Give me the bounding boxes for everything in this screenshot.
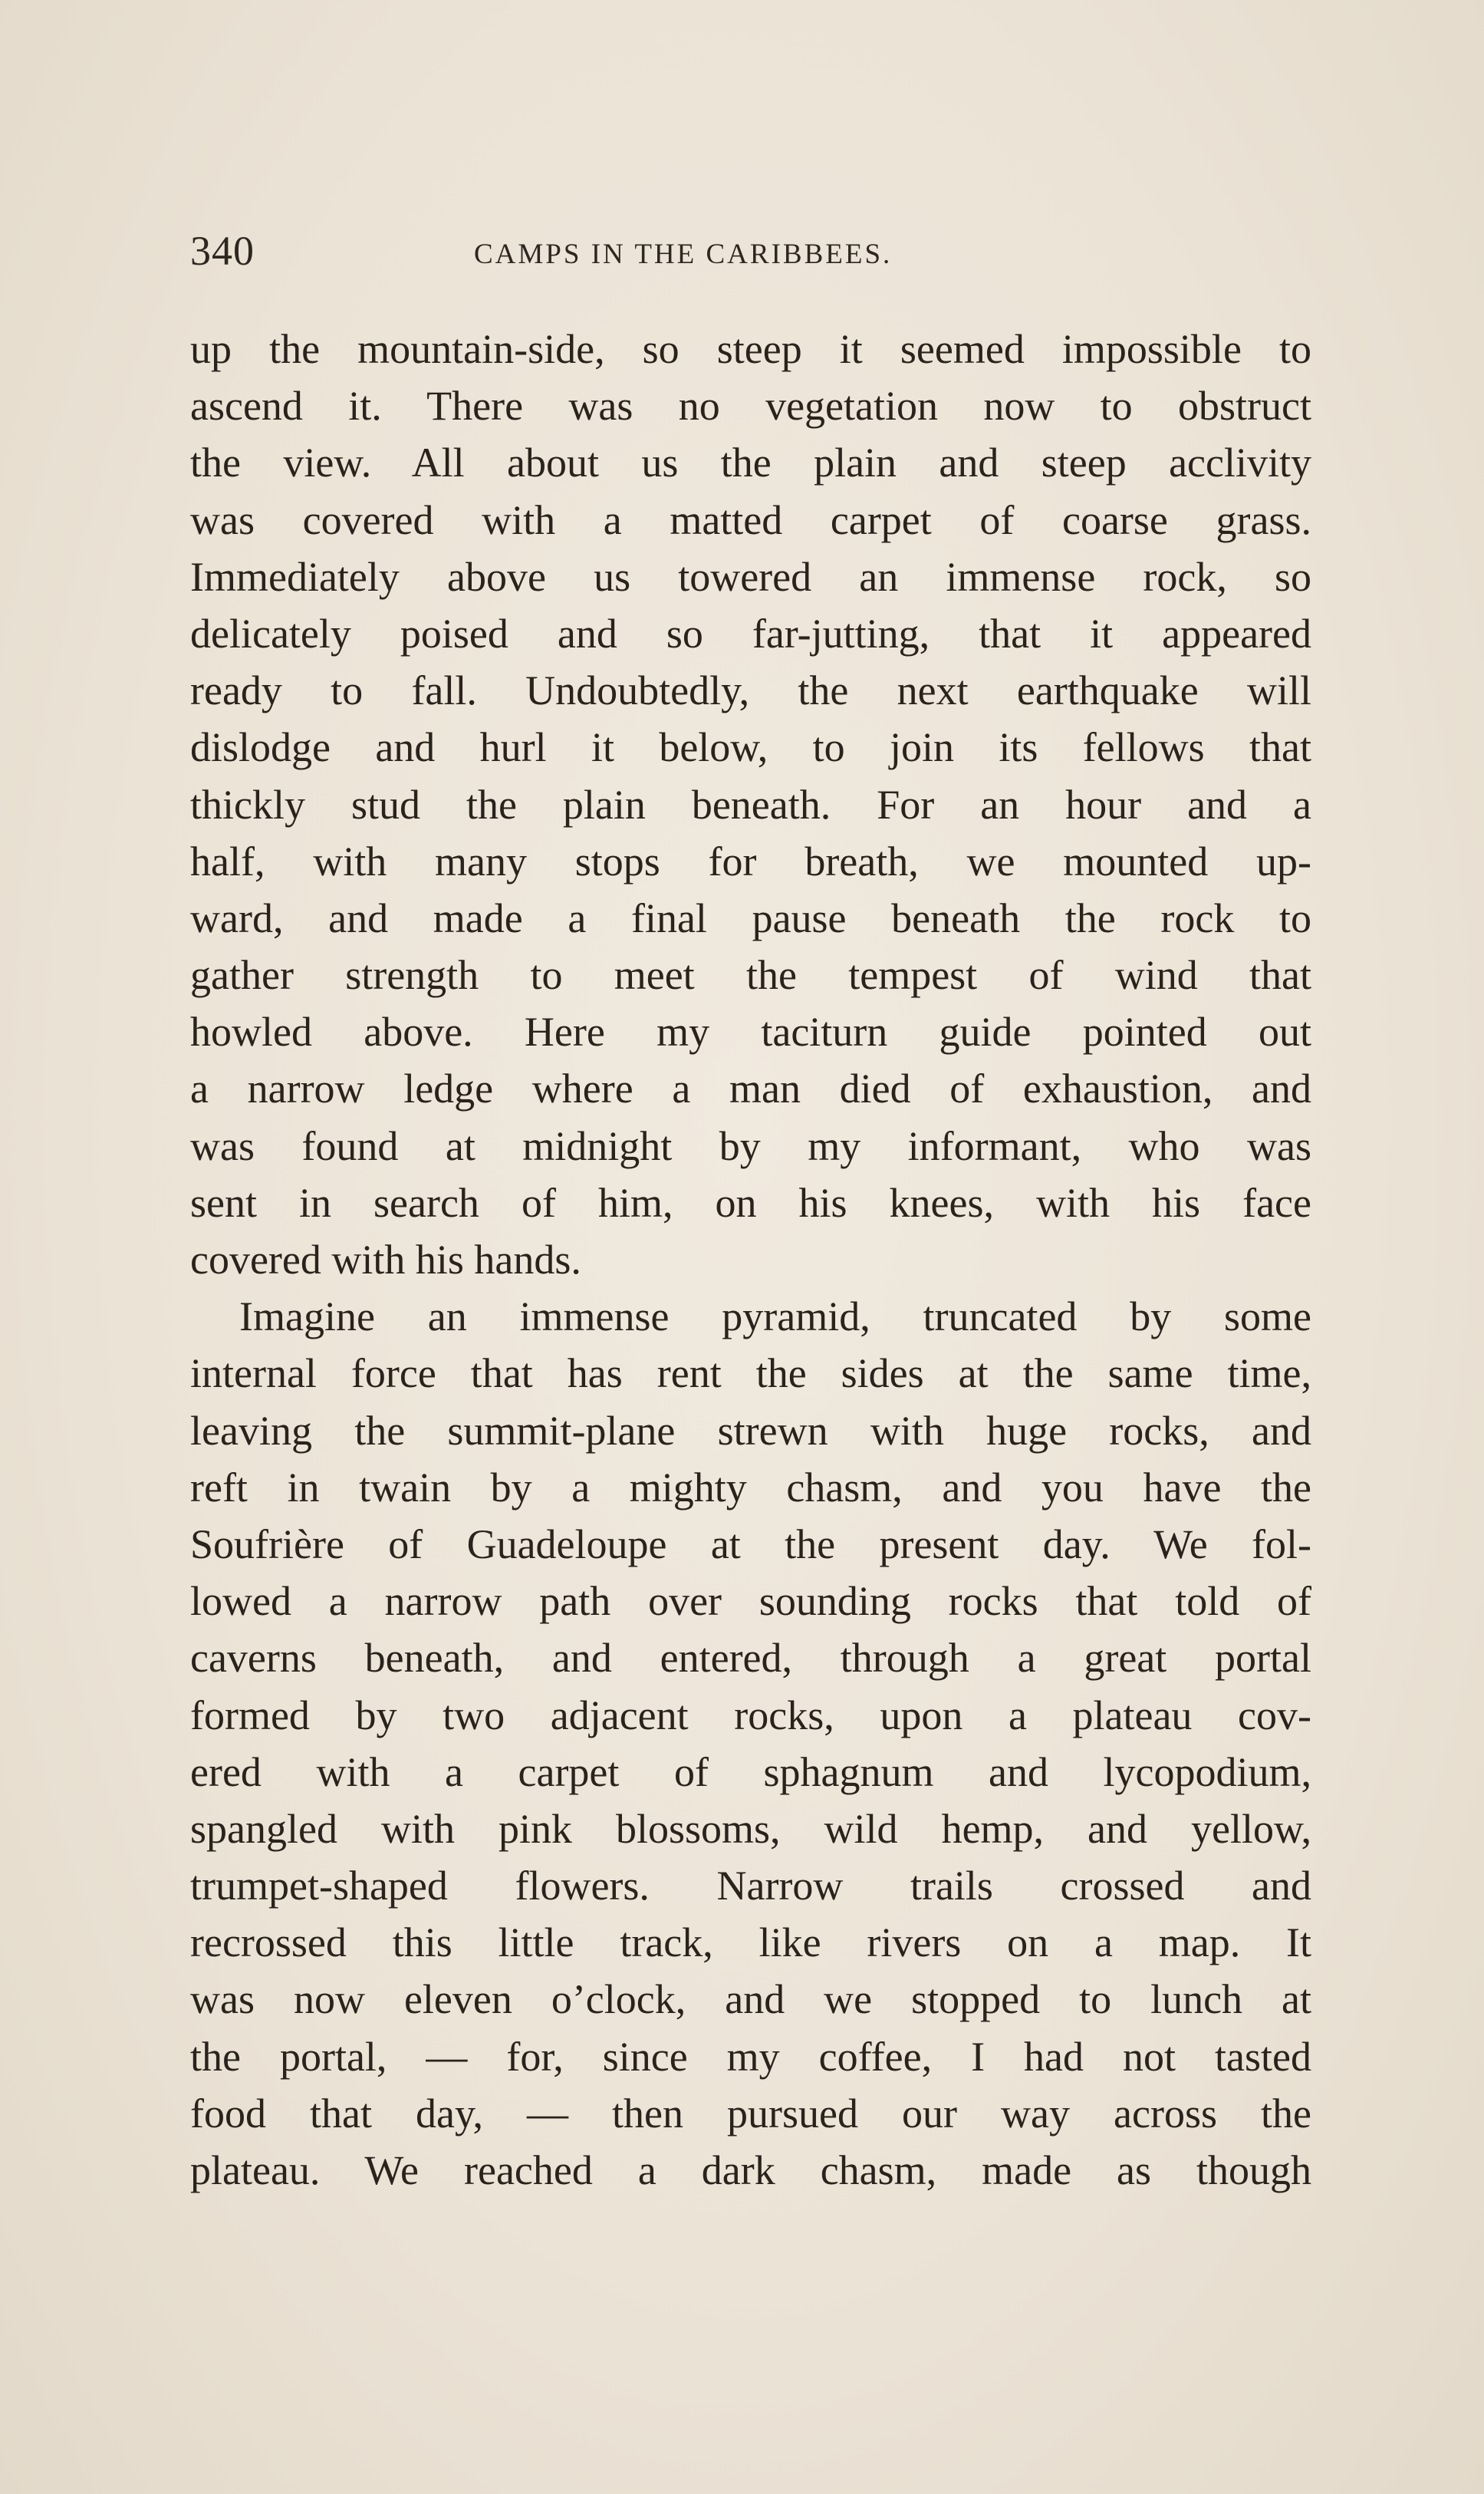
text-line: half, with many stops for breath, we mounted up- (190, 838, 1311, 885)
text-line: recrossed this little track, like rivers on a map. It (190, 1919, 1311, 1966)
text-line: ready to fall. Undoubtedly, the next earthquake will (190, 667, 1311, 714)
text-line: leaving the summit-plane strewn with huge rocks, and (190, 1407, 1311, 1454)
text-line: was now eleven o’clock, and we stopped to lunch at (190, 1976, 1311, 2023)
text-line: ered with a carpet of sphagnum and lycopodium, (190, 1748, 1311, 1795)
text-line: internal force that has rent the sides at the same time, (190, 1350, 1311, 1397)
text-line: Soufrière of Guadeloupe at the present day. We fol- (190, 1520, 1311, 1567)
text-line: up the mountain-side, so steep it seemed impossible to (190, 326, 1311, 372)
text-line: trumpet-shaped flowers. Narrow trails crossed and (190, 1863, 1311, 1909)
page-number: 340 (190, 228, 255, 274)
text-line: formed by two adjacent rocks, upon a plateau cov- (190, 1692, 1311, 1738)
text-line: delicately poised and so far-jutting, that it appeared (190, 610, 1311, 657)
text-line: sent in search of him, on his knees, with his face (190, 1179, 1311, 1226)
text-line: reft in twain by a mighty chasm, and you have the (190, 1464, 1311, 1511)
text-line: spangled with pink blossoms, wild hemp, and yellow, (190, 1805, 1311, 1852)
running-head (190, 227, 1310, 288)
body-text (190, 321, 1311, 2199)
text-line: gather strength to meet the tempest of wind that (190, 952, 1311, 999)
running-title: CAMPS IN THE CARIBBEES. (474, 239, 893, 270)
text-line: dislodge and hurl it below, to join its fellows that (190, 724, 1311, 771)
text-line: the portal, — for, since my coffee, I had not tasted (190, 2033, 1311, 2080)
text-line: the view. All about us the plain and steep acclivity (190, 440, 1311, 486)
text-line: food that day, — then pursued our way across the (190, 2090, 1311, 2137)
text-line: was covered with a matted carpet of coarse grass. (190, 496, 1311, 543)
text-line: howled above. Here my taciturn guide pointed out (190, 1009, 1311, 1056)
text-line: plateau. We reached a dark chasm, made as though (190, 2147, 1311, 2193)
text-line: Immediately above us towered an immense rock, so (190, 553, 1311, 600)
text-line: caverns beneath, and entered, through a great portal (190, 1635, 1311, 1682)
paragraph-end-line: covered with his hands. (190, 1237, 581, 1283)
text-line: lowed a narrow path over sounding rocks that told of (190, 1578, 1311, 1625)
paragraph-start-line: Imagine an immense pyramid, truncated by some (239, 1293, 1311, 1340)
text-line: was found at midnight by my informant, who was (190, 1122, 1311, 1169)
text-line: a narrow ledge where a man died of exhaustion, and (190, 1066, 1311, 1112)
text-line: thickly stud the plain beneath. For an hour and a (190, 781, 1311, 828)
text-line: ascend it. There was no vegetation now to obstruct (190, 383, 1311, 430)
text-line: ward, and made a final pause beneath the rock to (190, 894, 1311, 941)
